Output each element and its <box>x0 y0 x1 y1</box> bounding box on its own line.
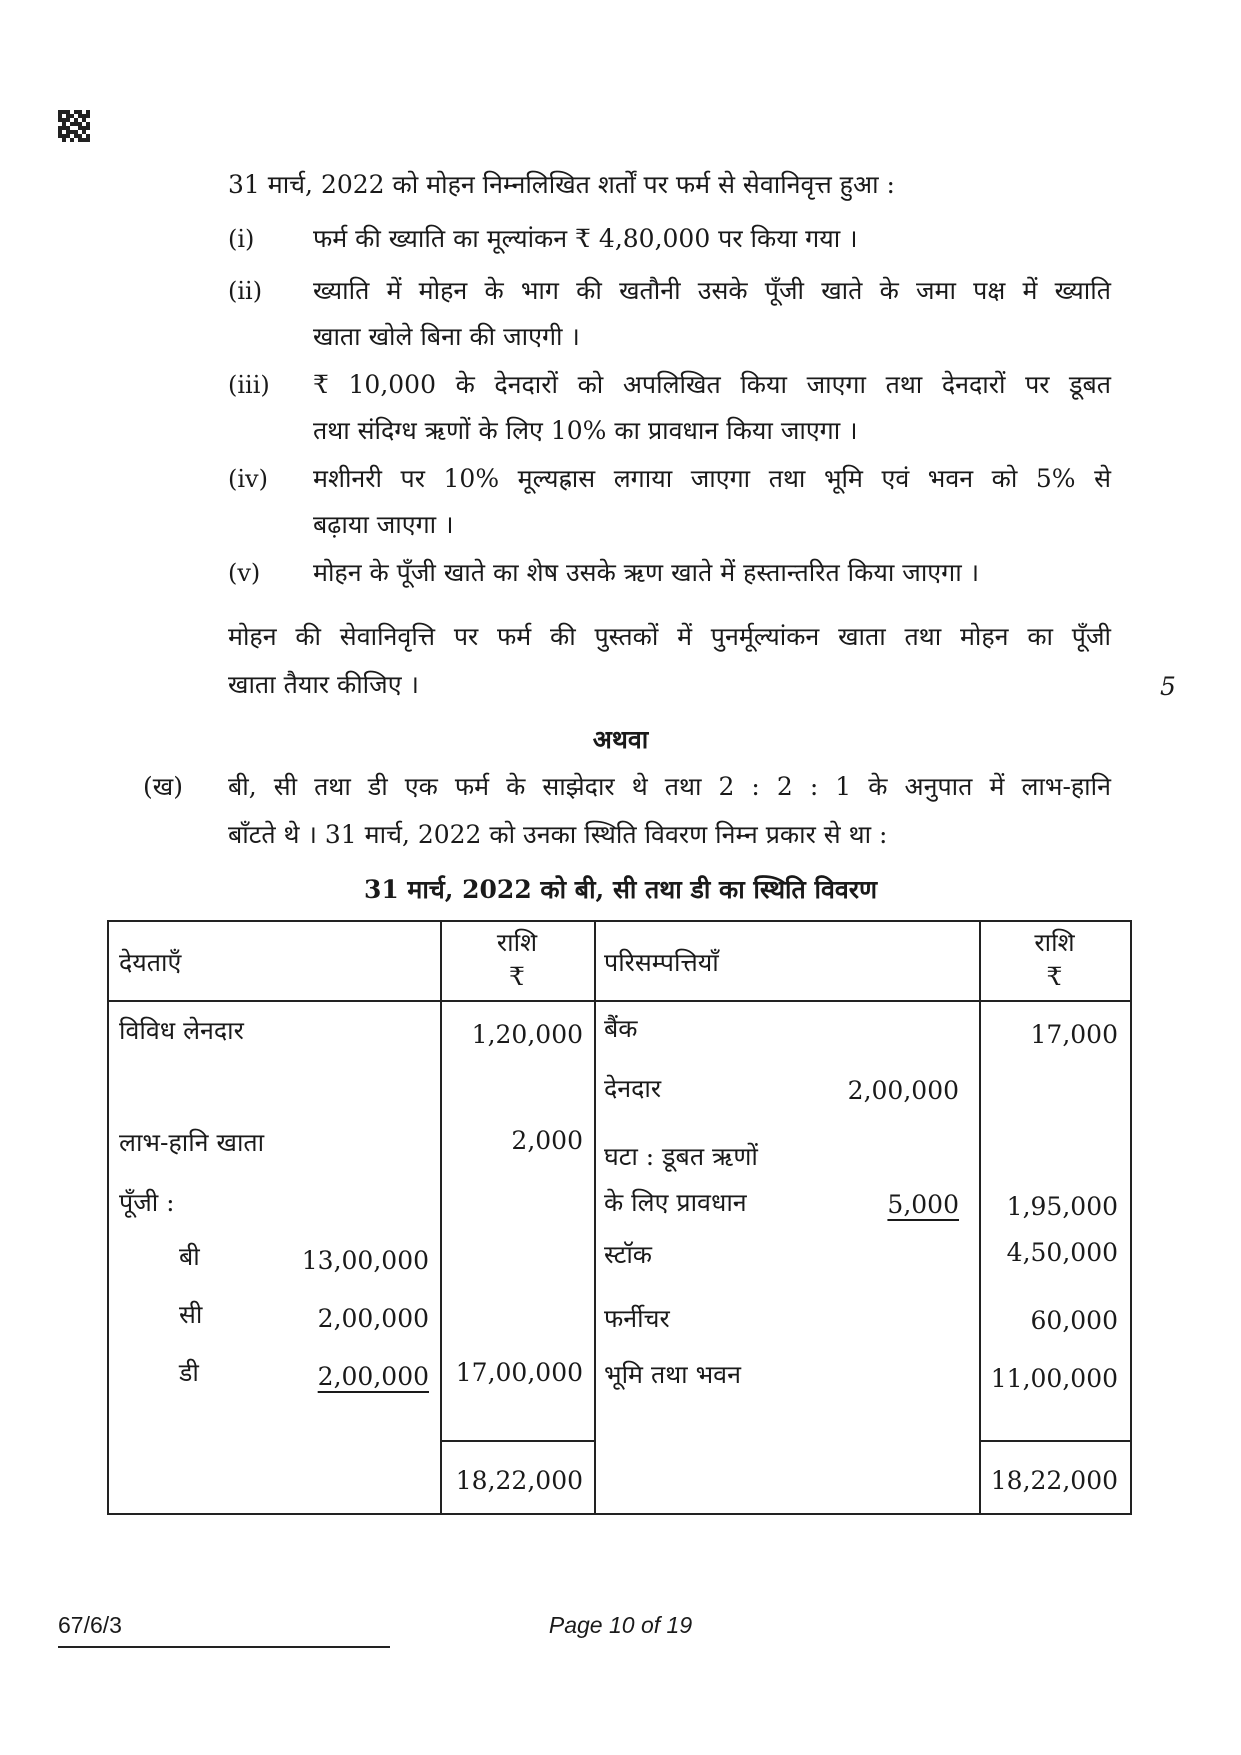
provision-value: 5,000 <box>887 1190 959 1219</box>
liabilities-total: 18,22,000 <box>455 1466 583 1495</box>
or-heading: अथवा <box>592 725 649 754</box>
footer-divider <box>58 1646 390 1648</box>
land-label: भूमि तथा भवन <box>604 1360 741 1389</box>
less-label: के लिए प्रावधान <box>604 1188 747 1217</box>
condition-text: ₹ 10,000 के देनदारों को अपलिखित किया जाएगा तथा देनदारों पर डूबत <box>313 370 1111 399</box>
intro-text: 31 मार्च, 2022 को मोहन निम्नलिखित शर्तों पर फर्म से सेवानिवृत्त हुआ : <box>228 170 895 199</box>
part-text: बी, सी तथा डी एक फर्म के साझेदार थे तथा 2 : 2 : 1 के अनुपात में लाभ-हानि <box>228 772 1111 801</box>
condition-number: (ii) <box>228 277 263 305</box>
partner-name: डी <box>179 1358 199 1387</box>
amount-unit: ₹ <box>1046 962 1063 991</box>
condition-text: ख्याति में मोहन के भाग की खतौनी उसके पूँजी खाते के जमा पक्ष में ख्याति <box>313 276 1111 305</box>
debtors-value: 2,00,000 <box>847 1076 959 1105</box>
condition-number: (iv) <box>228 465 268 493</box>
condition-number: (v) <box>228 559 261 587</box>
instruction-text: मोहन की सेवानिवृत्ति पर फर्म की पुस्तकों में पुनर्मूल्यांकन खाता तथा मोहन का पूँजी <box>228 622 1111 651</box>
partner-capital: 13,00,000 <box>301 1246 429 1275</box>
amount-unit: ₹ <box>509 962 525 991</box>
furniture-label: फर्नीचर <box>604 1304 670 1333</box>
creditors-label: विविध लेनदार <box>119 1016 244 1045</box>
balance-sheet-table <box>107 920 1131 1515</box>
condition-text: बढ़ाया जाएगा । <box>313 510 454 539</box>
condition-text: मोहन के पूँजी खाते का शेष उसके ऋण खाते में हस्तान्तरित किया जाएगा । <box>313 558 980 587</box>
partner-name: बी <box>179 1242 200 1271</box>
part-text: बाँटते थे । 31 मार्च, 2022 को उनका स्थिति विवरण निम्न प्रकार से था : <box>228 820 888 849</box>
pl-label: लाभ-हानि खाता <box>119 1128 265 1157</box>
pl-amount: 2,000 <box>511 1126 583 1155</box>
stock-amount: 4,50,000 <box>1006 1238 1118 1267</box>
condition-number: (i) <box>228 225 255 253</box>
liabilities-header: देयताएँ <box>119 948 182 977</box>
stock-label: स्टॉक <box>604 1240 653 1269</box>
marks: 5 <box>1160 672 1176 701</box>
assets-total: 18,22,000 <box>990 1466 1118 1495</box>
creditors-amount: 1,20,000 <box>471 1020 583 1049</box>
partner-capital: 2,00,000 <box>317 1304 429 1333</box>
debtors-label: देनदार <box>604 1074 662 1103</box>
condition-text: मशीनरी पर 10% मूल्यह्रास लगाया जाएगा तथा भूमि एवं भवन को 5% से <box>313 464 1111 493</box>
condition-text: तथा संदिग्ध ऋणों के लिए 10% का प्रावधान किया जाएगा । <box>313 416 858 445</box>
land-amount: 11,00,000 <box>990 1364 1118 1393</box>
less-label: घटा : डूबत ऋणों <box>604 1142 758 1171</box>
qr-code-icon <box>58 110 90 142</box>
page-number: Page 10 of 19 <box>548 1612 693 1638</box>
bank-label: बैंक <box>604 1014 638 1043</box>
partner-name: सी <box>179 1300 203 1329</box>
bank-amount: 17,000 <box>1030 1020 1118 1049</box>
table-title: 31 मार्च, 2022 को बी, सी तथा डी का स्थिति विवरण <box>363 875 878 904</box>
amount-header: राशि <box>496 928 538 957</box>
capital-label: पूँजी : <box>119 1188 175 1217</box>
amount-header: राशि <box>1034 928 1075 957</box>
condition-text: खाता खोले बिना की जाएगी । <box>313 322 580 351</box>
part-label: (ख) <box>143 772 183 801</box>
partner-capital: 2,00,000 <box>317 1362 429 1391</box>
assets-header: परिसम्पत्तियाँ <box>604 948 719 977</box>
capital-total: 17,00,000 <box>455 1358 583 1387</box>
condition-number: (iii) <box>228 371 270 399</box>
condition-text: फर्म की ख्याति का मूल्यांकन ₹ 4,80,000 पर किया गया । <box>313 224 858 253</box>
instruction-text: खाता तैयार कीजिए । <box>228 670 419 699</box>
debtors-net: 1,95,000 <box>1006 1192 1118 1221</box>
paper-code: 67/6/3 <box>58 1612 122 1638</box>
furniture-amount: 60,000 <box>1030 1306 1118 1335</box>
